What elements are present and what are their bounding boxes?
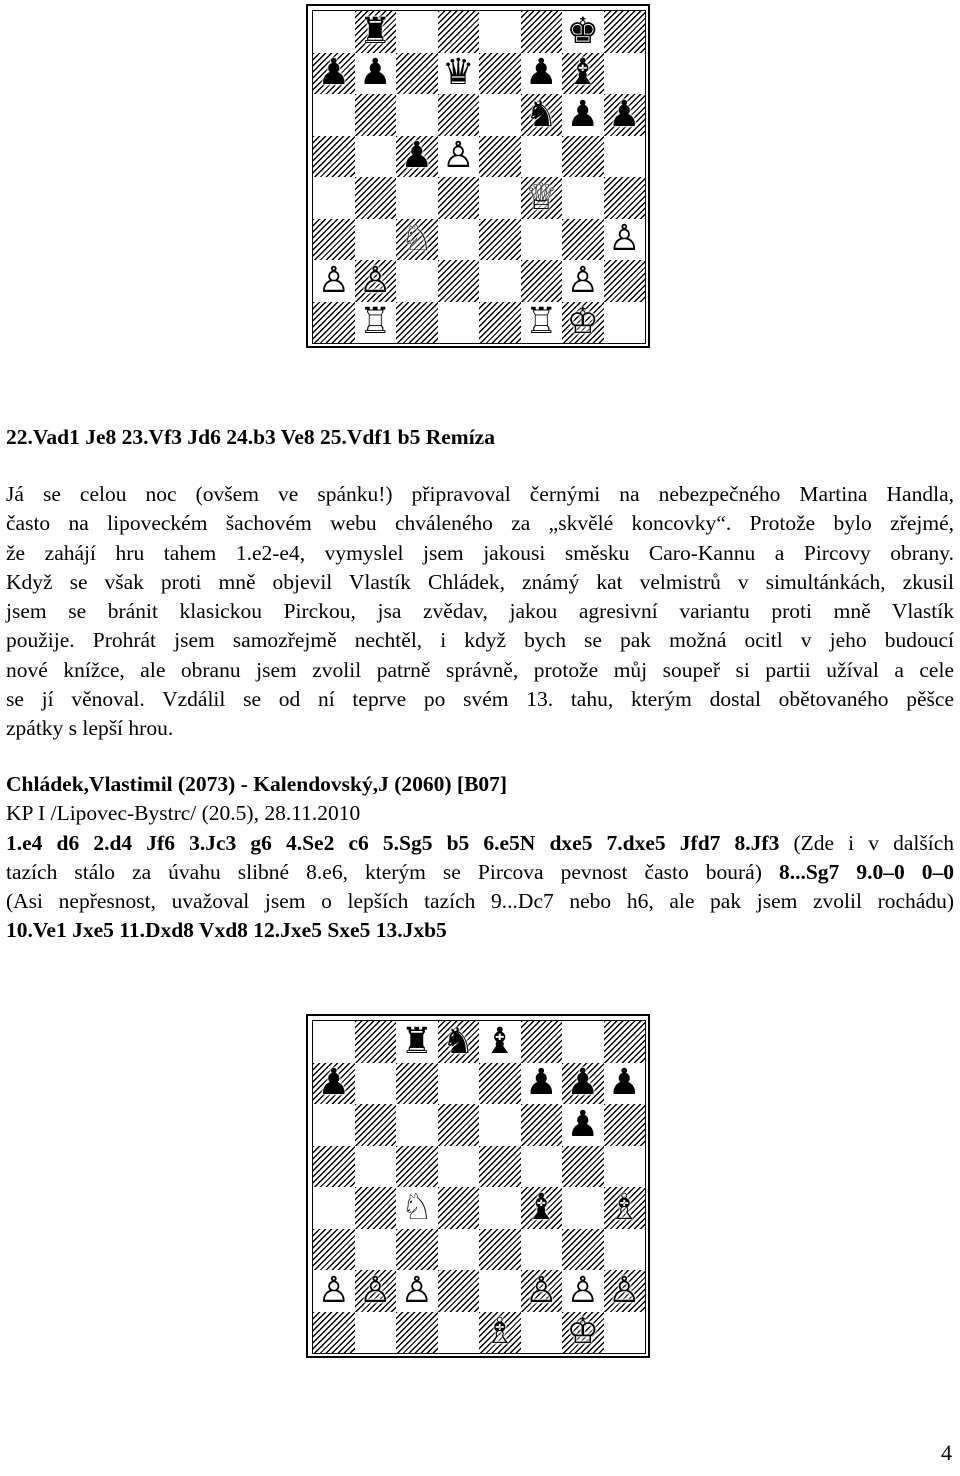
board-square	[479, 94, 521, 136]
white-rook-icon: ♖	[359, 301, 392, 343]
board-square	[396, 53, 438, 95]
white-knight-icon: ♘	[400, 1186, 433, 1228]
board-square	[438, 302, 480, 344]
paragraph-line: zpátky s lepší hrou.	[6, 716, 174, 741]
board-square	[521, 136, 563, 178]
board-square	[438, 1312, 480, 1354]
board-square	[438, 1104, 480, 1146]
board-square	[604, 219, 646, 261]
board-square	[355, 177, 397, 219]
board-square	[313, 94, 355, 136]
board-square	[396, 94, 438, 136]
board-square	[479, 1229, 521, 1271]
black-pawn-icon: ♟	[359, 52, 392, 94]
moves-part-2: 8...Sg7 9.0–0 0–0	[778, 859, 954, 884]
board-square	[396, 1312, 438, 1354]
white-bishop-icon: ♗	[483, 1311, 516, 1353]
board-square	[604, 302, 646, 344]
board-square	[562, 177, 604, 219]
comment-part-1b: tazích stálo za úvahu slibné 8.e6, kterým se Pircova pevnost často bourá)	[6, 859, 779, 884]
chessboard-grid	[312, 10, 646, 344]
white-pawn-icon: ♙	[359, 259, 392, 301]
paragraph-line: že zahájí hru tahem 1.e2-e4, vymyslel jsem jakousi směsku Caro-Kannu a Pircovy obrany.	[6, 540, 954, 565]
board-square	[604, 94, 646, 136]
board-square	[604, 1270, 646, 1312]
board-square	[313, 1229, 355, 1271]
board-square	[604, 1187, 646, 1229]
board-square	[313, 1146, 355, 1188]
game-header: Chládek,Vlastimil (2073) - Kalendovský,J (2060) [B07]	[6, 772, 508, 796]
board-square	[355, 53, 397, 95]
board-square	[521, 11, 563, 53]
board-square	[313, 1104, 355, 1146]
board-square	[313, 136, 355, 178]
white-pawn-icon: ♙	[359, 1269, 392, 1311]
board-square	[562, 11, 604, 53]
board-square	[479, 1146, 521, 1188]
white-pawn-icon: ♙	[442, 135, 475, 177]
white-pawn-icon: ♙	[608, 218, 641, 260]
board-square	[562, 1229, 604, 1271]
board-square	[521, 177, 563, 219]
black-pawn-icon: ♟	[400, 135, 433, 177]
board-square	[521, 1229, 563, 1271]
board-square	[604, 136, 646, 178]
board-square	[355, 219, 397, 261]
board-square	[396, 1270, 438, 1312]
board-square	[521, 260, 563, 302]
board-square	[562, 1187, 604, 1229]
board-square	[396, 219, 438, 261]
game-record	[6, 770, 954, 946]
board-square	[521, 53, 563, 95]
board-square	[562, 1312, 604, 1354]
board-square	[396, 1021, 438, 1063]
board-square	[313, 1312, 355, 1354]
board-square	[438, 219, 480, 261]
commentary-paragraph	[6, 480, 954, 744]
board-square	[355, 1146, 397, 1188]
black-knight-icon: ♞	[442, 1020, 475, 1062]
board-square	[479, 1270, 521, 1312]
board-square	[479, 1187, 521, 1229]
board-square	[604, 1312, 646, 1354]
comment-part-2: (Asi nepřesnost, uvažoval jsem o lepších tazích 9...Dc7 nebo h6, ale pak jsem zvolil rochádu)	[6, 889, 954, 914]
board-square	[396, 1187, 438, 1229]
black-bishop-icon: ♝	[483, 1020, 516, 1062]
black-pawn-icon: ♟	[608, 1062, 641, 1104]
black-rook-icon: ♜	[400, 1020, 433, 1062]
board-square	[355, 94, 397, 136]
board-square	[479, 219, 521, 261]
board-square	[521, 219, 563, 261]
black-knight-icon: ♞	[525, 93, 558, 135]
board-square	[479, 136, 521, 178]
board-square	[438, 260, 480, 302]
board-square	[438, 1270, 480, 1312]
white-pawn-icon: ♙	[608, 1269, 641, 1311]
paragraph-line: Já se celou noc (ovšem ve spánku!) připravoval černými na nebezpečného Martina Handla,	[6, 482, 954, 506]
board-square	[438, 94, 480, 136]
paragraph-line: nové knížce, ale obranu jsem zvolil patrně správně, protože můj soupeř si partii užíval a cele	[6, 657, 954, 682]
white-pawn-icon: ♙	[317, 1269, 350, 1311]
board-square	[479, 260, 521, 302]
board-square	[313, 302, 355, 344]
board-square	[355, 1229, 397, 1271]
board-square	[355, 136, 397, 178]
board-square	[562, 1021, 604, 1063]
board-square	[438, 1187, 480, 1229]
comment-part-1: (Zde i v dalších	[779, 830, 954, 855]
black-pawn-icon: ♟	[566, 93, 599, 135]
board-square	[562, 1146, 604, 1188]
board-square	[355, 1063, 397, 1105]
white-pawn-icon: ♙	[400, 1269, 433, 1311]
board-square	[521, 1312, 563, 1354]
board-square	[479, 11, 521, 53]
board-square	[438, 1063, 480, 1105]
game-event: KP I /Lipovec-Bystrc/ (20.5), 28.11.2010	[6, 801, 361, 826]
board-square	[479, 177, 521, 219]
white-pawn-icon: ♙	[566, 259, 599, 301]
chess-diagram-2	[306, 1014, 650, 1358]
black-bishop-icon: ♝	[566, 52, 599, 94]
white-pawn-icon: ♙	[525, 1269, 558, 1311]
black-pawn-icon: ♟	[566, 1062, 599, 1104]
board-square	[438, 1146, 480, 1188]
chessboard-grid	[312, 1020, 646, 1354]
board-square	[521, 1270, 563, 1312]
board-square	[562, 53, 604, 95]
board-square	[604, 1021, 646, 1063]
board-square	[604, 1104, 646, 1146]
chess-diagram-1	[306, 4, 650, 348]
board-square	[313, 219, 355, 261]
board-square	[521, 1146, 563, 1188]
paragraph-line: často na lipoveckém šachovém webu chváleného za „skvělé koncovky“. Protože bylo zřejmé,	[6, 511, 954, 536]
paragraph-line: použije. Prohrát jsem samozřejmě nechtěl, i když bych se pak možná ocitl v jeho budoucí	[6, 628, 954, 653]
white-bishop-icon: ♗	[608, 1186, 641, 1228]
board-square	[521, 94, 563, 136]
board-square	[313, 1187, 355, 1229]
board-square	[521, 1063, 563, 1105]
board-square	[562, 219, 604, 261]
board-square	[562, 1063, 604, 1105]
white-king-icon: ♔	[566, 1311, 599, 1353]
board-square	[396, 260, 438, 302]
board-square	[355, 1270, 397, 1312]
board-square	[313, 11, 355, 53]
board-square	[438, 1229, 480, 1271]
board-square	[479, 1312, 521, 1354]
board-square	[521, 1021, 563, 1063]
board-square	[562, 302, 604, 344]
board-square	[479, 1104, 521, 1146]
board-square	[313, 1270, 355, 1312]
board-square	[355, 302, 397, 344]
final-moves: 22.Vad1 Je8 23.Vf3 Jd6 24.b3 Ve8 25.Vdf1 b5 Remíza	[6, 425, 495, 449]
white-pawn-icon: ♙	[566, 1269, 599, 1311]
board-square	[313, 1021, 355, 1063]
board-square	[562, 136, 604, 178]
white-knight-icon: ♘	[400, 218, 433, 260]
board-square	[396, 1229, 438, 1271]
black-pawn-icon: ♟	[525, 52, 558, 94]
board-square	[521, 1104, 563, 1146]
black-pawn-icon: ♟	[608, 93, 641, 135]
board-square	[562, 260, 604, 302]
board-square	[604, 11, 646, 53]
board-square	[396, 11, 438, 53]
black-rook-icon: ♜	[359, 10, 392, 52]
board-square	[562, 1270, 604, 1312]
board-square	[396, 1146, 438, 1188]
board-square	[355, 11, 397, 53]
board-square	[396, 136, 438, 178]
board-square	[355, 260, 397, 302]
paragraph-line: se jí věnoval. Vzdálil se od ní teprve po svém 13. tahu, kterým dostal obětovaného pěšce	[6, 687, 954, 712]
board-square	[521, 302, 563, 344]
board-square	[313, 1063, 355, 1105]
black-pawn-icon: ♟	[317, 52, 350, 94]
board-square	[313, 260, 355, 302]
board-square	[604, 177, 646, 219]
board-square	[438, 11, 480, 53]
board-square	[479, 1021, 521, 1063]
board-square	[355, 1021, 397, 1063]
black-pawn-icon: ♟	[566, 1103, 599, 1145]
board-square	[438, 53, 480, 95]
board-square	[396, 177, 438, 219]
moves-part-3: 10.Ve1 Jxe5 11.Dxd8 Vxd8 12.Jxe5 Sxe5 13.Jxb5	[6, 918, 447, 943]
board-square	[604, 1063, 646, 1105]
white-pawn-icon: ♙	[317, 259, 350, 301]
board-square	[479, 302, 521, 344]
black-queen-icon: ♛	[442, 52, 475, 94]
board-square	[562, 1104, 604, 1146]
board-square	[479, 1063, 521, 1105]
moves-part-1: 1.e4 d6 2.d4 Jf6 3.Jc3 g6 4.Se2 c6 5.Sg5 b5 6.e5N dxe5 7.dxe5 Jfd7 8.Jf3	[6, 830, 780, 855]
board-square	[396, 302, 438, 344]
white-king-icon: ♔	[566, 301, 599, 343]
paragraph-line: jsem se bránit klasickou Pirckou, jsa zvědav, jakou agresivní variantu proti mně Vlastík	[6, 599, 954, 624]
black-king-icon: ♚	[566, 10, 599, 52]
board-square	[355, 1104, 397, 1146]
board-square	[604, 53, 646, 95]
board-square	[438, 136, 480, 178]
board-square	[355, 1187, 397, 1229]
black-bishop-icon: ♝	[525, 1186, 558, 1228]
board-square	[479, 53, 521, 95]
board-square	[521, 1187, 563, 1229]
board-square	[313, 53, 355, 95]
board-square	[438, 177, 480, 219]
black-pawn-icon: ♟	[525, 1062, 558, 1104]
white-queen-icon: ♕	[525, 176, 558, 218]
board-square	[604, 1146, 646, 1188]
board-square	[562, 94, 604, 136]
board-square	[396, 1104, 438, 1146]
board-square	[604, 1229, 646, 1271]
move-summary	[6, 423, 954, 452]
paragraph-line: Když se však proti mně objevil Vlastík Chládek, známý kat velmistrů v simultánkách, zkusil	[6, 569, 954, 594]
black-pawn-icon: ♟	[317, 1062, 350, 1104]
board-square	[396, 1063, 438, 1105]
page-number: 4	[941, 1440, 952, 1465]
board-square	[313, 177, 355, 219]
board-square	[438, 1021, 480, 1063]
white-rook-icon: ♖	[525, 301, 558, 343]
board-square	[355, 1312, 397, 1354]
board-square	[604, 260, 646, 302]
